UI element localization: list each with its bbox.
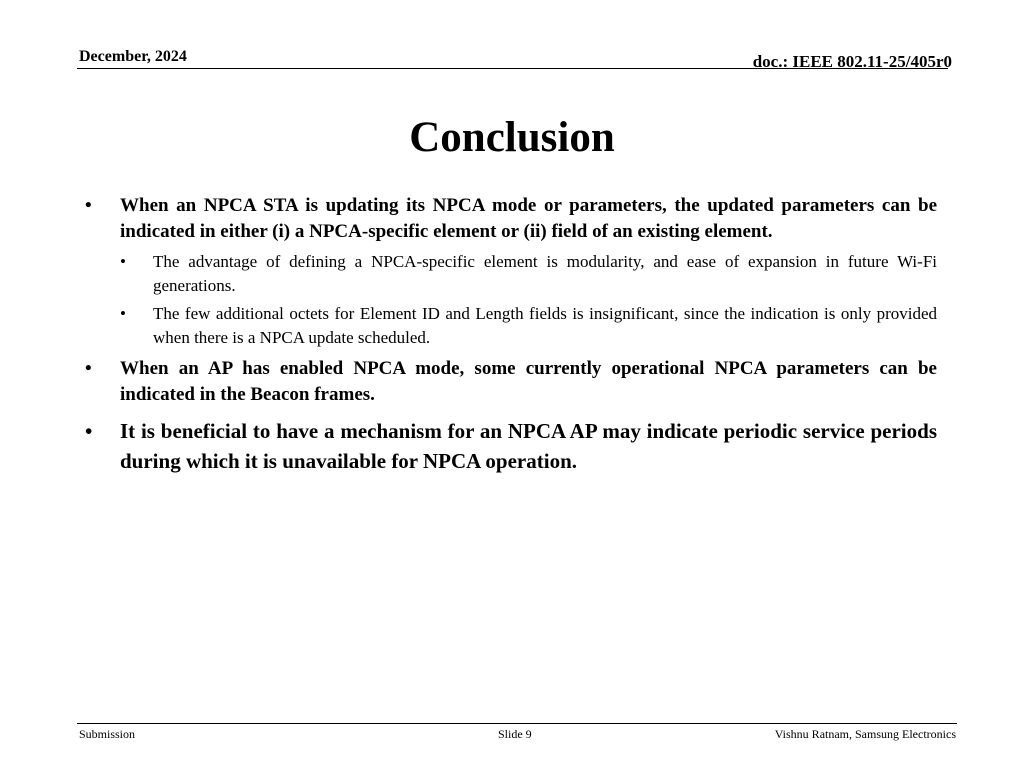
slide-title: Conclusion xyxy=(409,114,615,161)
header-date: December, 2024 xyxy=(79,48,187,65)
header-doc-id: doc.: IEEE 802.11-25/405r0 xyxy=(752,52,952,71)
bullet-icon: • xyxy=(85,195,92,216)
sub-bullet-text: The advantage of defining a NPCA-specific element is modularity, and ease of expansion in future Wi-Fi generations. xyxy=(153,252,937,295)
bullet-item-3 xyxy=(80,416,937,476)
bullet-item-2 xyxy=(80,356,937,408)
footer-divider xyxy=(77,723,957,724)
sub-bullet-item-1 xyxy=(80,250,937,298)
footer-slide-number: Slide 9 xyxy=(498,727,532,741)
bullet-icon: • xyxy=(85,358,92,379)
bullet-text: When an AP has enabled NPCA mode, some currently operational NPCA parameters can be indicated in the Beacon frames. xyxy=(120,358,937,405)
bullet-item-1 xyxy=(80,193,937,245)
bullet-icon: • xyxy=(120,252,126,271)
header-divider xyxy=(77,68,948,69)
slide-body xyxy=(80,193,937,476)
bullet-icon: • xyxy=(120,304,126,323)
footer-submission: Submission xyxy=(79,727,136,741)
bullet-icon: • xyxy=(85,419,93,443)
footer-author: Vishnu Ratnam, Samsung Electronics xyxy=(774,727,956,741)
bullet-text: When an NPCA STA is updating its NPCA mode or parameters, the updated parameters can be indicated in either (i) a NPCA-specific element or (ii) field of an existing element. xyxy=(120,195,937,242)
bullet-text: It is beneficial to have a mechanism for an NPCA AP may indicate periodic service periods during which it is unavailable for NPCA operation. xyxy=(120,419,937,473)
sub-bullet-item-2 xyxy=(80,302,937,350)
sub-bullet-text: The few additional octets for Element ID and Length fields is insignificant, since the indication is only provided when there is a NPCA update scheduled. xyxy=(153,304,937,347)
